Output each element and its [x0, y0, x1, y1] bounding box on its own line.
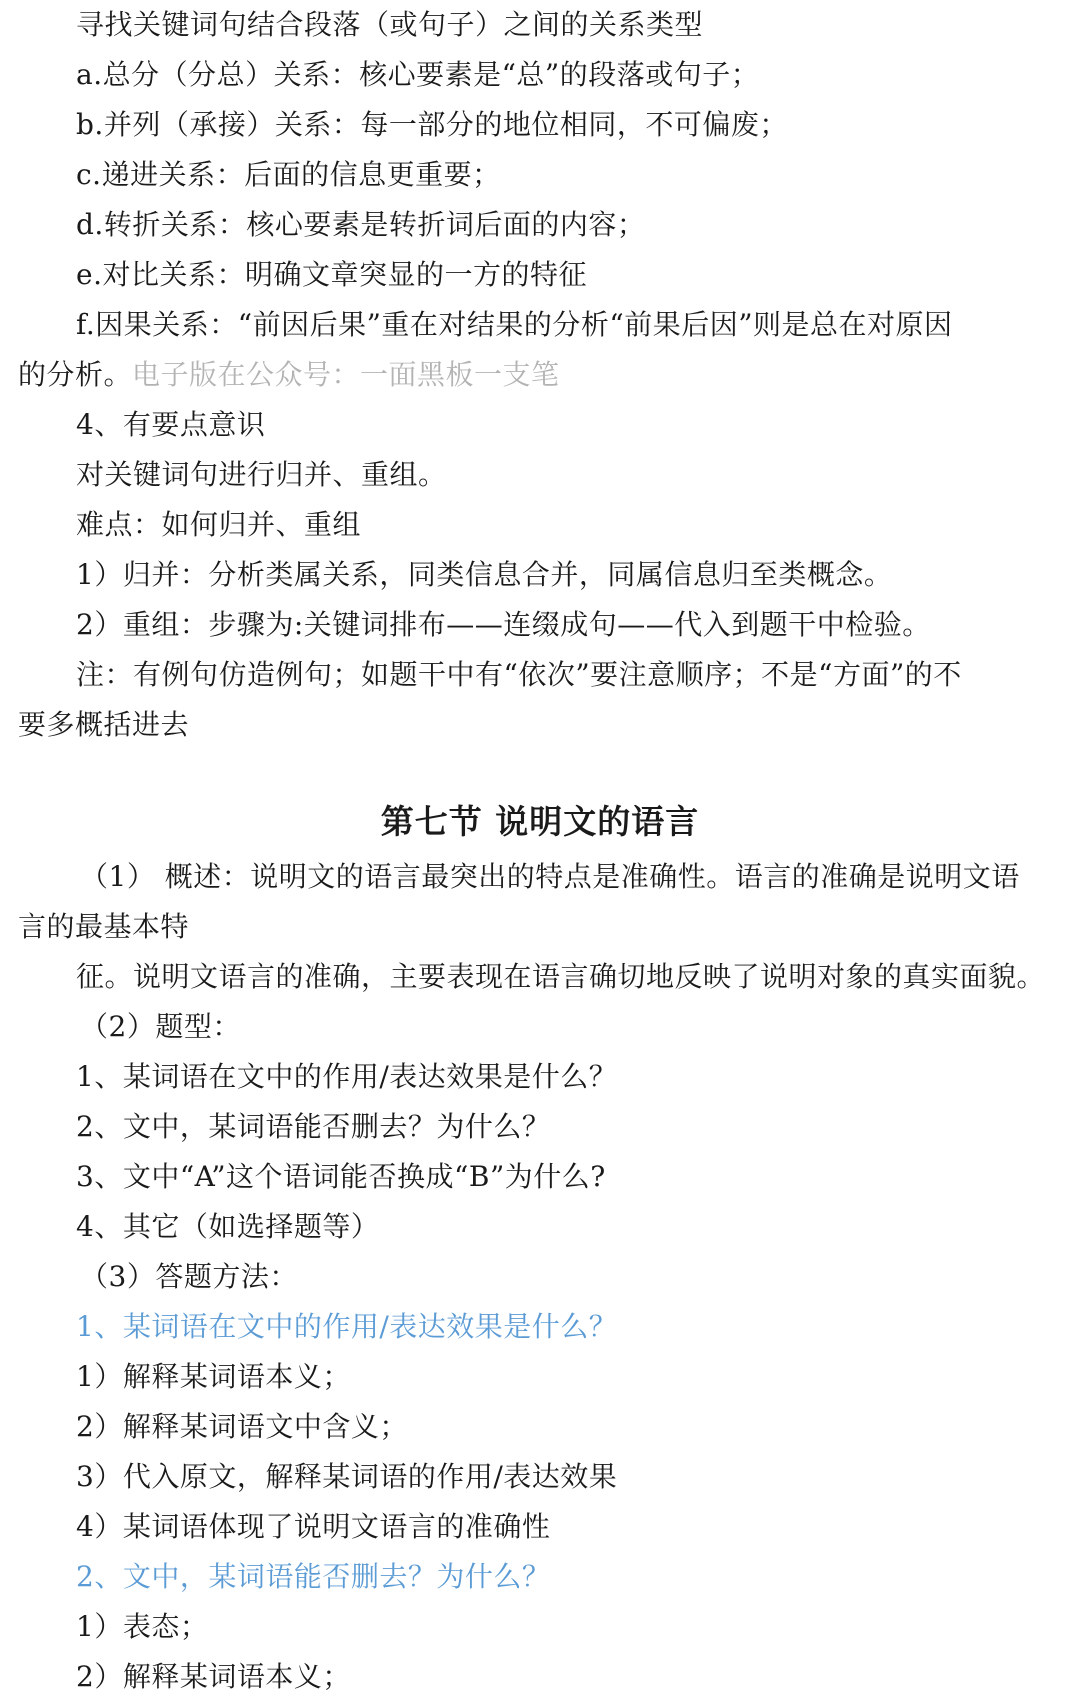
paragraph-line: （1） 概述：说明文的语言最突出的特点是准确性。语言的准确是说明文语: [80, 860, 1020, 893]
list-item: b.并列（承接）关系：每一部分的地位相同，不可偏废；: [76, 108, 788, 141]
note-line: 要多概括进去: [18, 708, 190, 741]
paragraph-line: 言的最基本特: [18, 910, 190, 943]
paragraph-line: 对关键词句进行归并、重组。: [76, 458, 447, 491]
paragraph-line: 寻找关键词句结合段落（或句子）之间的关系类型: [76, 8, 704, 41]
list-item: 1）表态；: [76, 1610, 209, 1643]
section-title: 第七节 说明文的语言: [380, 802, 700, 841]
paragraph-line: 难点：如何归并、重组: [76, 508, 362, 541]
list-item: 4、其它（如选择题等）: [76, 1210, 380, 1243]
list-item: 3、文中“A”这个语词能否换成“B”为什么?: [76, 1160, 606, 1193]
list-heading: 4、有要点意识: [76, 408, 266, 441]
watermark-text: 电子版在公众号：一面黑板一支笔: [132, 358, 560, 391]
paragraph-text: 的分析。: [18, 358, 133, 391]
list-item: 1、某词语在文中的作用/表达效果是什么？: [76, 1060, 618, 1093]
list-item: 1）归并：分析类属关系，同类信息合并，同属信息归至类概念。: [76, 558, 893, 591]
list-item: f.因果关系：“前因后果”重在对结果的分析“前果后因”则是总在对原因: [76, 308, 953, 341]
list-item: 2）重组：步骤为:关键词排布——连缀成句——代入到题干中检验。: [76, 608, 931, 641]
list-item: d.转折关系：核心要素是转折词后面的内容；: [76, 208, 646, 241]
subheading: （2）题型：: [80, 1010, 241, 1043]
list-item: e.对比关系：明确文章突显的一方的特征: [76, 258, 587, 291]
list-item: 2）解释某词语文中含义；: [76, 1410, 408, 1443]
question-heading: 2、文中，某词语能否删去？为什么？: [76, 1560, 551, 1593]
list-item: 3）代入原文，解释某词语的作用/表达效果: [76, 1460, 618, 1493]
list-item: 2、文中，某词语能否删去？为什么？: [76, 1110, 551, 1143]
list-item: 4）某词语体现了说明文语言的准确性: [76, 1510, 551, 1543]
note-line: 注：有例句仿造例句；如题干中有“依次”要注意顺序；不是“方面”的不: [76, 658, 962, 691]
list-item: c.递进关系：后面的信息更重要；: [76, 158, 501, 191]
list-item: 1）解释某词语本义；: [76, 1360, 351, 1393]
document-page: [18, 0, 1062, 1702]
paragraph-line: 征。说明文语言的准确，主要表现在语言确切地反映了说明对象的真实面貌。: [76, 960, 1046, 993]
list-item: a.总分（分总）关系：核心要素是“总”的段落或句子；: [76, 58, 760, 91]
list-item: 2）解释某词语本义；: [76, 1660, 351, 1693]
subheading: （3）答题方法：: [80, 1260, 298, 1293]
question-heading: 1、某词语在文中的作用/表达效果是什么？: [76, 1310, 618, 1343]
paragraph-line: [18, 350, 1062, 400]
